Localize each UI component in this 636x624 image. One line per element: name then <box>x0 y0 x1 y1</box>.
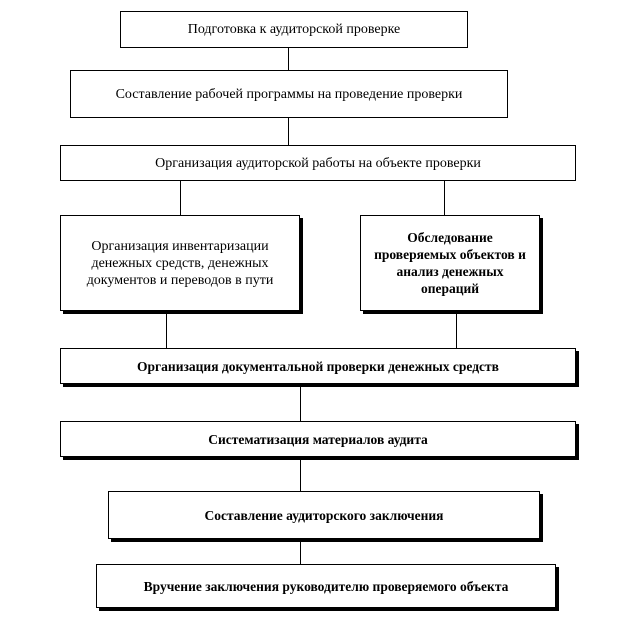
step-audit-report-box <box>108 491 540 539</box>
connector-3-right-branch <box>444 181 445 215</box>
connector-1-2 <box>288 48 289 70</box>
step-systematization-label: Систематизация материалов аудита <box>208 431 428 447</box>
step-preparation-label: Подготовка к аудиторской проверке <box>187 22 401 37</box>
step-systematization-box <box>60 421 576 457</box>
step-work-program-label: Составление рабочей программы на проведение проверки <box>115 86 463 102</box>
step-audit-report-label: Составление аудиторского заключения <box>204 507 444 523</box>
step-organization-label: Организация аудиторской работы на объекте проверки <box>155 155 481 171</box>
branch-inventory-label: Организация инвентаризации денежных средств, денежных документов и переводов в пути <box>86 238 274 288</box>
step-delivery-label: Вручение заключения руководителю проверяемого объекта <box>143 578 509 594</box>
branch-inspection-label: Обследование проверяемых объектов и анализ денежных операций <box>374 230 526 296</box>
connector-8-9 <box>300 542 301 564</box>
step-work-program-box <box>70 70 508 118</box>
connector-6-7 <box>300 384 301 421</box>
connector-7-8 <box>300 457 301 491</box>
step-documentary-check-label: Организация документальной проверки денежных средств <box>137 358 499 374</box>
step-delivery-box <box>96 564 556 608</box>
step-preparation-box <box>120 11 468 48</box>
branch-inventory-box <box>60 215 300 311</box>
branch-inspection-box <box>360 215 540 311</box>
step-organization-box <box>60 145 576 181</box>
connector-left-branch-6 <box>166 311 167 348</box>
connector-right-branch-6 <box>456 311 457 348</box>
connector-2-3 <box>288 118 289 145</box>
connector-3-left-branch <box>180 181 181 215</box>
step-documentary-check-box <box>60 348 576 384</box>
